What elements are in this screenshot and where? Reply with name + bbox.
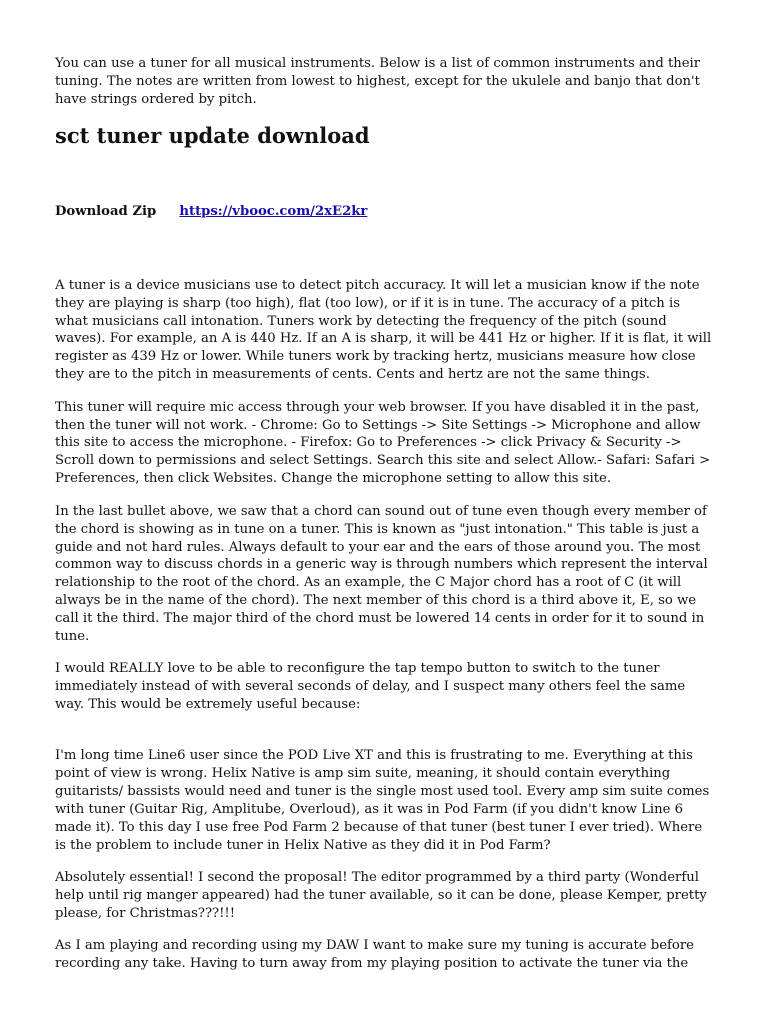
paragraph-just-intonation: In the last bullet above, we saw that a chord can sound out of tune even though every member of the chord is showing as in tune on a tuner. This is known as "just intonation." This table is just a guide and not hard rules. Always default to your ear and the ears of those around you. The most common way to discuss chords in a generic way is through numbers which represent the interval relationship to the root of the chord. As an example, the C Major chord has a root of C (it will always be in the name of the chord). The next member of this chord is a third above it, E, so we call it the third. The major third of the chord must be lowered 14 cents in order for it to sound in tune. <box>55 503 708 645</box>
download-line <box>55 203 717 221</box>
paragraph-mic-access: This tuner will require mic access through your web browser. If you have disabled it in the past, then the tuner will not work. - Chrome: Go to Settings -> Site Settings -> Microphone and allow this site to access the microphone. - Firefox: Go to Preferences -> click Privacy & Security -> Scroll down to permissions and select Settings. Search this site and select Allow.- Safari: Safari > Preferences, then click Websites. Change the microphone setting to allow this site. <box>55 399 711 487</box>
paragraph-essential: Absolutely essential! I second the proposal! The editor programmed by a third party (Wonderful help until rig manger appeared) had the tuner available, so it can be done, please Kemper, pretty please, for Christmas???!!! <box>55 870 707 921</box>
download-label: Download Zip <box>55 203 157 219</box>
page-title: sct tuner update download <box>55 122 370 148</box>
document-page <box>55 55 717 988</box>
download-link[interactable]: https://vbooc.com/2xE2kr <box>179 203 368 219</box>
paragraph-tap-tempo: I would REALLY love to be able to reconfigure the tap tempo button to switch to the tuner immediately instead of with several seconds of delay, and I suspect many others feel the same way. This would be extremely useful because: <box>55 661 686 713</box>
intro-paragraph: You can use a tuner for all musical instruments. Below is a list of common instruments and their tuning. The notes are written from lowest to highest, except for the ukulele and banjo that don't have strings ordered by pitch. <box>55 56 701 107</box>
paragraph-tuner-definition: A tuner is a device musicians use to detect pitch accuracy. It will let a musician know if the note they are playing is sharp (too high), flat (too low), or if it is in tune. The accuracy of a pitch is what musicians call intonation. Tuners work by detecting the frequency of the pitch (sound waves). For example, an A is 440 Hz. If an A is sharp, it will be 441 Hz or higher. If it is flat, it will register as 439 Hz or lower. While tuners work by tracking hertz, musicians measure how close they are to the pitch in measurements of cents. Cents and hertz are not the same things. <box>55 277 712 383</box>
paragraph-line6-user: I'm long time Line6 user since the POD Live XT and this is frustrating to me. Everything at this point of view is wrong. Helix Native is amp sim suite, meaning, it should contain everything guitarists/ bassists would need and tuner is the single most used tool. Every amp sim suite comes with tuner (Guitar Rig, Amplitube, Overloud), as it was in Pod Farm (if you didn't know Line 6 made it). To this day I use free Pod Farm 2 because of that tuner (best tuner I ever tried). Where is the problem to include tuner in Helix Native as they did it in Pod Farm? <box>55 748 710 853</box>
article-body <box>55 277 717 973</box>
paragraph-daw-recording: As I am playing and recording using my DAW I want to make sure my tuning is accurate before recording any take. Having to turn away from my playing position to activate the tuner via the <box>55 938 694 972</box>
